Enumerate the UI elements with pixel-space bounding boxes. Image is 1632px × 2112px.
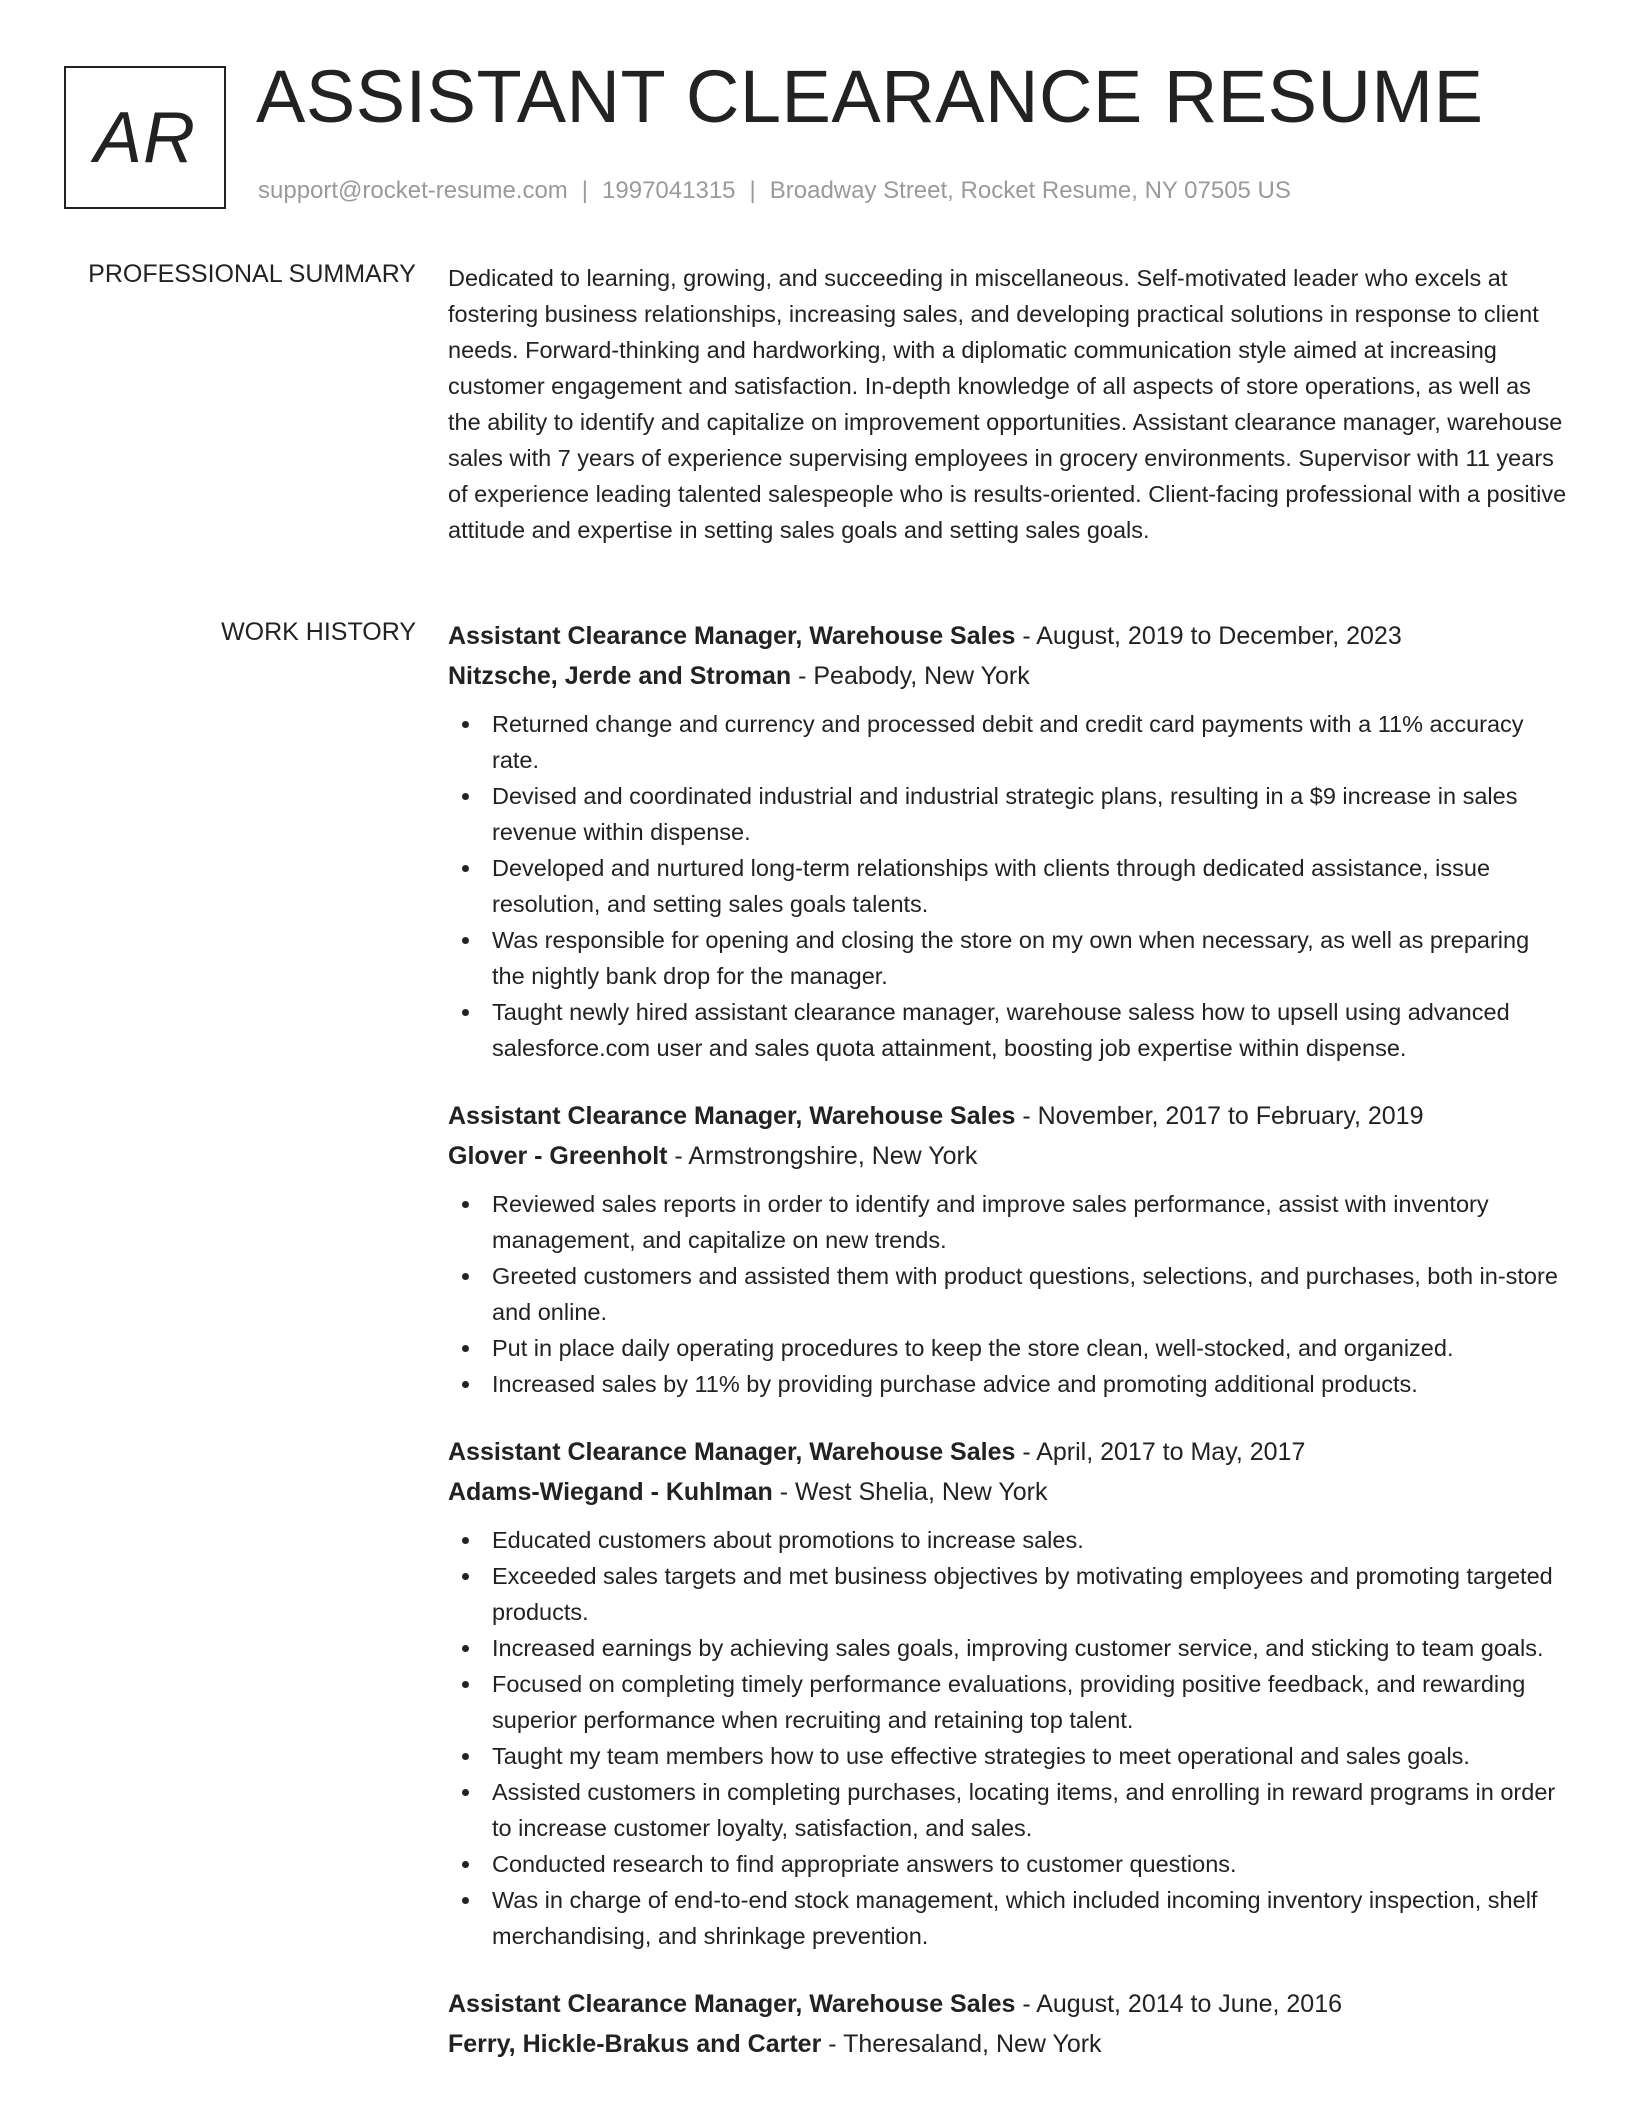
- job-bullet: Put in place daily operating procedures to keep the store clean, well-stocked, and organized.: [448, 1330, 1568, 1366]
- job-title-line: [448, 1432, 1568, 1472]
- contact-separator: |: [749, 177, 756, 204]
- job-bullet: Conducted research to find appropriate answers to customer questions.: [448, 1846, 1568, 1882]
- job-company-line: [448, 656, 1568, 696]
- job-company-line: [448, 1136, 1568, 1176]
- job-bullet: Increased sales by 11% by providing purchase advice and promoting additional products.: [448, 1366, 1568, 1402]
- job-entry: [448, 1432, 1568, 1954]
- job-title: Assistant Clearance Manager, Warehouse Sales: [448, 1990, 1016, 2018]
- work-history-list: [448, 616, 1568, 2094]
- summary-text: Dedicated to learning, growing, and succeeding in miscellaneous. Self-motivated leader who excels at fostering business relationships, increasing sales, and developing practical solutions in response to client needs. Forward-thinking and hardworking, with a diplomatic communication style aimed at increasing customer engagement and satisfaction. In-depth knowledge of all aspects of store operations, as well as the ability to identify and capitalize on improvement opportunities. Assistant clearance manager, warehouse sales with 7 years of experience supervising employees in grocery environments. Supervisor with 11 years of experience leading talented salespeople who is results-oriented. Client-facing professional with a positive attitude and expertise in setting sales goals and setting sales goals.: [448, 265, 1567, 543]
- job-bullet: Taught my team members how to use effective strategies to meet operational and sales goals.: [448, 1738, 1568, 1774]
- section-label-summary: PROFESSIONAL SUMMARY: [88, 260, 416, 288]
- job-company-line: [448, 2024, 1568, 2064]
- job-bullet: Devised and coordinated industrial and industrial strategic plans, resulting in a $9 increase in sales revenue within dispense.: [448, 778, 1568, 850]
- job-location: - West Shelia, New York: [772, 1478, 1048, 1506]
- job-bullet-list: [448, 1522, 1568, 1954]
- job-company: Ferry, Hickle-Brakus and Carter: [448, 2030, 822, 2058]
- job-location: - Theresaland, New York: [821, 2030, 1102, 2058]
- job-company: Adams-Wiegand - Kuhlman: [448, 1478, 773, 1506]
- monogram-initials: AR: [93, 97, 197, 178]
- job-bullet: Reviewed sales reports in order to identify and improve sales performance, assist with inventory management, and capitalize on new trends.: [448, 1186, 1568, 1258]
- job-bullet: Developed and nurtured long-term relationships with clients through dedicated assistance, issue resolution, and setting sales goals talents.: [448, 850, 1568, 922]
- job-entry: [448, 616, 1568, 1066]
- job-dates: - August, 2014 to June, 2016: [1015, 1990, 1343, 2018]
- job-title-line: [448, 1984, 1568, 2024]
- job-entry: [448, 1096, 1568, 1402]
- job-dates: - April, 2017 to May, 2017: [1015, 1438, 1306, 1466]
- job-company: Nitzsche, Jerde and Stroman: [448, 662, 792, 690]
- contact-line: [258, 177, 1291, 205]
- job-bullet-list: [448, 1186, 1568, 1402]
- monogram-box: [64, 66, 226, 209]
- job-bullet: Returned change and currency and processed debit and credit card payments with a 11% accuracy rate.: [448, 706, 1568, 778]
- job-bullet: Focused on completing timely performance evaluations, providing positive feedback, and rewarding superior performance when recruiting and retaining top talent.: [448, 1666, 1568, 1738]
- contact-phone: 1997041315: [602, 177, 736, 204]
- job-title: Assistant Clearance Manager, Warehouse Sales: [448, 1438, 1016, 1466]
- job-bullet: Educated customers about promotions to increase sales.: [448, 1522, 1568, 1558]
- contact-separator: |: [581, 177, 589, 204]
- contact-address: Broadway Street, Rocket Resume, NY 07505 US: [769, 177, 1291, 204]
- job-bullet: Greeted customers and assisted them with product questions, selections, and purchases, both in-store and online.: [448, 1258, 1568, 1330]
- job-bullet: Taught newly hired assistant clearance manager, warehouse saless how to upsell using advanced salesforce.com user and sales quota attainment, boosting job expertise within dispense.: [448, 994, 1568, 1066]
- job-bullet: Assisted customers in completing purchases, locating items, and enrolling in reward programs in order to increase customer loyalty, satisfaction, and sales.: [448, 1774, 1568, 1846]
- job-dates: - August, 2019 to December, 2023: [1015, 622, 1402, 650]
- job-company: Glover - Greenholt: [448, 1142, 668, 1170]
- job-dates: - November, 2017 to February, 2019: [1015, 1102, 1424, 1130]
- job-company-line: [448, 1472, 1568, 1512]
- job-entry: [448, 1984, 1568, 2064]
- job-title: Assistant Clearance Manager, Warehouse Sales: [448, 1102, 1016, 1130]
- job-bullet: Exceeded sales targets and met business objectives by motivating employees and promoting targeted products.: [448, 1558, 1568, 1630]
- job-title-line: [448, 616, 1568, 656]
- job-title-line: [448, 1096, 1568, 1136]
- job-bullet: Was in charge of end-to-end stock management, which included incoming inventory inspection, shelf merchandising, and shrinkage prevention.: [448, 1882, 1568, 1954]
- job-location: - Armstrongshire, New York: [667, 1142, 978, 1170]
- job-bullet-list: [448, 706, 1568, 1066]
- resume-title: ASSISTANT CLEARANCE RESUME: [256, 55, 1484, 138]
- job-location: - Peabody, New York: [791, 662, 1030, 690]
- job-bullet: Was responsible for opening and closing the store on my own when necessary, as well as preparing the nightly bank drop for the manager.: [448, 922, 1568, 994]
- job-title: Assistant Clearance Manager, Warehouse Sales: [448, 622, 1016, 650]
- contact-email: support@rocket-resume.com: [258, 177, 568, 204]
- section-label-work-history: WORK HISTORY: [221, 618, 416, 646]
- job-bullet: Increased earnings by achieving sales goals, improving customer service, and sticking to team goals.: [448, 1630, 1568, 1666]
